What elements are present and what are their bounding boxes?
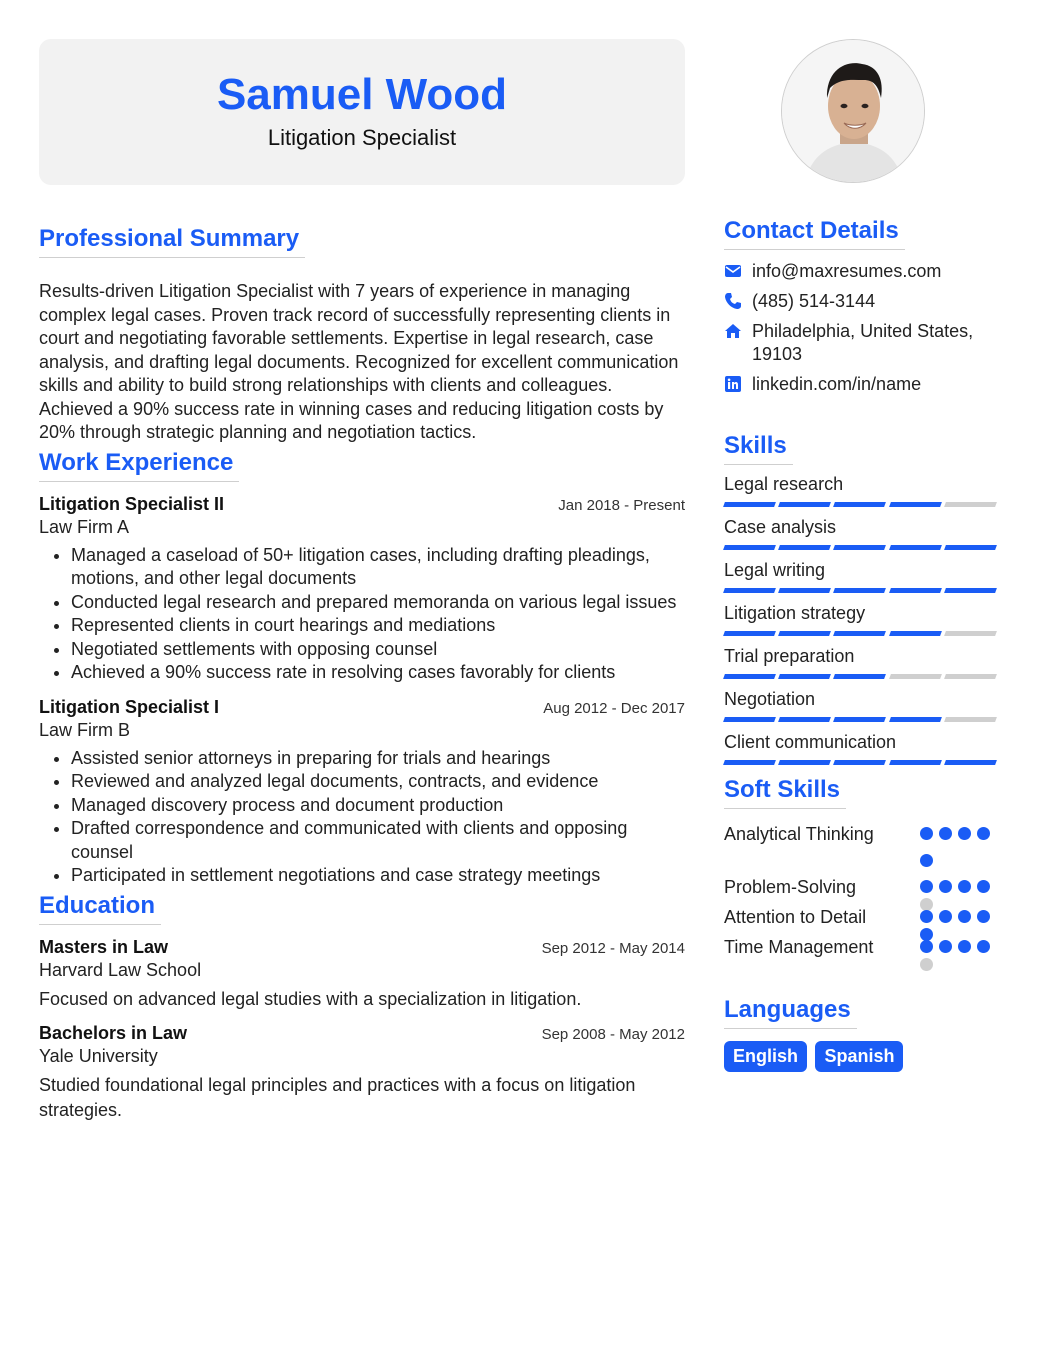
school-name: Harvard Law School — [39, 959, 202, 980]
envelope-icon — [724, 262, 742, 280]
rating-dot — [958, 827, 971, 840]
skill-level-segment — [778, 588, 831, 593]
rating-dot — [920, 880, 933, 893]
bullet-item: • Negotiated settlements with opposing counsel — [71, 638, 685, 662]
linkedin-icon — [724, 375, 742, 393]
rating-dot — [939, 827, 952, 840]
job-date: Jan 2018 - Present — [558, 496, 685, 514]
skill-level-segment — [778, 631, 831, 636]
job-company: Law Firm B — [39, 719, 131, 740]
bullet-item: • Reviewed and analyzed legal documents, contracts, and evidence — [71, 770, 685, 794]
skill-level-segment — [778, 717, 831, 722]
soft-skill-item — [724, 906, 1000, 936]
contact-phone[interactable] — [724, 290, 1000, 313]
soft-skill-label: Attention to Detail — [724, 907, 867, 927]
skill-item — [724, 516, 1000, 551]
contact-heading: Contact Details — [724, 217, 905, 250]
skill-item — [724, 473, 1000, 508]
skill-level-segment — [833, 717, 886, 722]
summary-text: Results-driven Litigation Specialist with 7 years of experience in managing complex legal cases. Proven track record of successfully representing clients in court and negotiating favorable settlements. Expertise in legal research, case analysis, and drafting legal documents. Recognized for excellent communication skills and ability to build strong relationships with clients and colleagues. Achieved a 90% success rate in winning cases and reducing litigation costs by 20% through strategic planning and negotiation tactics. — [39, 281, 679, 442]
bullet-item: • Assisted senior attorneys in preparing for trials and hearings — [71, 747, 685, 771]
skill-level-segment — [889, 717, 942, 722]
rating-dot — [920, 827, 933, 840]
job-entry — [39, 697, 685, 888]
rating-dot — [977, 880, 990, 893]
skill-item — [724, 559, 1000, 594]
rating-dot — [958, 880, 971, 893]
avatar-portrait — [782, 40, 925, 183]
summary-heading: Professional Summary — [39, 225, 305, 258]
skill-level-segment — [889, 588, 942, 593]
job-title: Litigation Specialist II — [39, 493, 225, 514]
skill-level-segment — [723, 502, 776, 507]
skill-item — [724, 645, 1000, 680]
sidebar — [724, 39, 1000, 1072]
bullet-item: • Participated in settlement negotiations and case strategy meetings — [71, 864, 685, 888]
skill-label: Trial preparation — [724, 646, 855, 666]
candidate-title: Litigation Specialist — [267, 125, 457, 150]
skill-level-bar — [724, 545, 1000, 551]
rating-dot — [920, 910, 933, 923]
rating-dot — [920, 958, 933, 971]
skill-level-segment — [889, 760, 942, 765]
job-company: Law Firm A — [39, 516, 130, 537]
rating-dot — [920, 940, 933, 953]
soft-skill-label: Time Management — [724, 937, 874, 957]
bullet-item: • Conducted legal research and prepared memoranda on various legal issues — [71, 591, 685, 615]
rating-dot — [939, 880, 952, 893]
profile-photo — [781, 39, 925, 183]
skill-level-segment — [723, 760, 776, 765]
education-entry — [39, 937, 685, 1012]
skill-level-segment — [944, 588, 997, 593]
linkedin-text: linkedin.com/in/name — [752, 374, 922, 394]
skill-level-segment — [944, 502, 997, 507]
contact-section — [724, 217, 1000, 396]
job-bullets — [39, 747, 685, 888]
skill-level-segment — [778, 502, 831, 507]
skill-level-bar — [724, 717, 1000, 723]
degree-title: Masters in Law — [39, 936, 169, 957]
summary-section — [39, 225, 685, 445]
skill-label: Case analysis — [724, 517, 837, 537]
skill-label: Client communication — [724, 732, 897, 752]
skill-level-segment — [833, 545, 886, 550]
soft-skills-heading: Soft Skills — [724, 776, 846, 809]
skill-level-segment — [778, 674, 831, 679]
skill-level-segment — [944, 631, 997, 636]
soft-skill-item — [724, 936, 1000, 966]
job-title: Litigation Specialist I — [39, 696, 220, 717]
education-date: Sep 2012 - May 2014 — [541, 939, 685, 957]
language-badge: Spanish — [815, 1041, 903, 1072]
location-text: Philadelphia, United States, 19103 — [752, 321, 974, 364]
education-heading: Education — [39, 892, 161, 925]
skill-level-segment — [723, 588, 776, 593]
skills-heading: Skills — [724, 432, 793, 465]
skill-item — [724, 731, 1000, 766]
skill-level-segment — [889, 545, 942, 550]
skill-level-segment — [833, 674, 886, 679]
home-icon — [724, 322, 742, 340]
skill-level-segment — [889, 502, 942, 507]
rating-dot — [977, 827, 990, 840]
job-bullets — [39, 544, 685, 685]
rating-dot — [939, 940, 952, 953]
skill-level-bar — [724, 502, 1000, 508]
soft-skill-item — [724, 823, 1000, 876]
skill-level-segment — [778, 545, 831, 550]
skills-section — [724, 432, 1000, 766]
skill-level-bar — [724, 631, 1000, 637]
languages-section — [724, 996, 1000, 1072]
skills-list — [724, 473, 1000, 766]
skill-level-segment — [889, 631, 942, 636]
skill-item — [724, 688, 1000, 723]
skill-level-segment — [944, 717, 997, 722]
phone-text: (485) 514-3144 — [752, 291, 876, 311]
skill-label: Negotiation — [724, 689, 816, 709]
experience-section — [39, 449, 685, 888]
soft-skill-label: Problem-Solving — [724, 877, 857, 897]
skill-level-bar — [724, 760, 1000, 766]
header — [39, 39, 685, 185]
rating-dot — [920, 854, 933, 867]
skill-level-segment — [723, 717, 776, 722]
skill-level-segment — [944, 674, 997, 679]
education-description: Focused on advanced legal studies with a specialization in litigation. — [39, 988, 582, 1009]
education-entry — [39, 1023, 685, 1122]
job-date: Aug 2012 - Dec 2017 — [543, 699, 685, 717]
bullet-item: • Represented clients in court hearings and mediations — [71, 614, 685, 638]
soft-skill-rating — [920, 936, 1000, 966]
education-date: Sep 2008 - May 2012 — [541, 1026, 685, 1043]
skill-level-segment — [778, 760, 831, 765]
skill-level-segment — [833, 760, 886, 765]
contact-location — [724, 320, 1000, 366]
bullet-item: • Drafted correspondence and communicated with clients and opposing counsel — [71, 817, 685, 864]
skill-level-segment — [944, 760, 997, 765]
degree-title: Bachelors in Law — [39, 1023, 188, 1043]
education-description: Studied foundational legal principles and practices with a focus on litigation strategies. — [39, 1075, 636, 1120]
contact-email[interactable] — [724, 260, 1000, 283]
languages-heading: Languages — [724, 996, 857, 1029]
skill-level-segment — [833, 588, 886, 593]
job-entry — [39, 494, 685, 685]
skill-level-segment — [723, 674, 776, 679]
soft-skill-item — [724, 876, 1000, 906]
soft-skill-rating — [920, 906, 1000, 936]
candidate-name: Samuel Wood — [216, 70, 508, 119]
skill-level-segment — [833, 502, 886, 507]
skill-level-segment — [723, 545, 776, 550]
soft-skills-section — [724, 776, 1000, 966]
rating-dot — [939, 910, 952, 923]
rating-dot — [958, 940, 971, 953]
experience-heading: Work Experience — [39, 449, 239, 482]
soft-skill-rating — [920, 823, 1000, 876]
school-name: Yale University — [39, 1046, 158, 1066]
email-text: info@maxresumes.com — [752, 261, 942, 281]
soft-skill-rating — [920, 876, 1000, 906]
skill-level-segment — [889, 674, 942, 679]
bullet-item: • Managed a caseload of 50+ litigation cases, including drafting pleadings, motions, and other legal documents — [71, 544, 685, 591]
main-column — [39, 39, 685, 1122]
skill-label: Litigation strategy — [724, 603, 866, 623]
rating-dot — [958, 910, 971, 923]
rating-dot — [977, 940, 990, 953]
skill-label: Legal research — [724, 474, 844, 494]
skill-label: Legal writing — [724, 560, 826, 580]
skill-level-segment — [944, 545, 997, 550]
skill-level-bar — [724, 674, 1000, 680]
phone-icon — [724, 292, 742, 310]
bullet-item: • Managed discovery process and document production — [71, 794, 685, 818]
skill-level-bar — [724, 588, 1000, 594]
skill-item — [724, 602, 1000, 637]
language-badge: English — [724, 1041, 807, 1072]
rating-dot — [977, 910, 990, 923]
contact-linkedin[interactable] — [724, 373, 1000, 396]
skill-level-segment — [723, 631, 776, 636]
skill-level-segment — [833, 631, 886, 636]
soft-skill-label: Analytical Thinking — [724, 824, 874, 844]
education-section — [39, 892, 685, 1123]
bullet-item: • Achieved a 90% success rate in resolving cases favorably for clients — [71, 661, 685, 685]
